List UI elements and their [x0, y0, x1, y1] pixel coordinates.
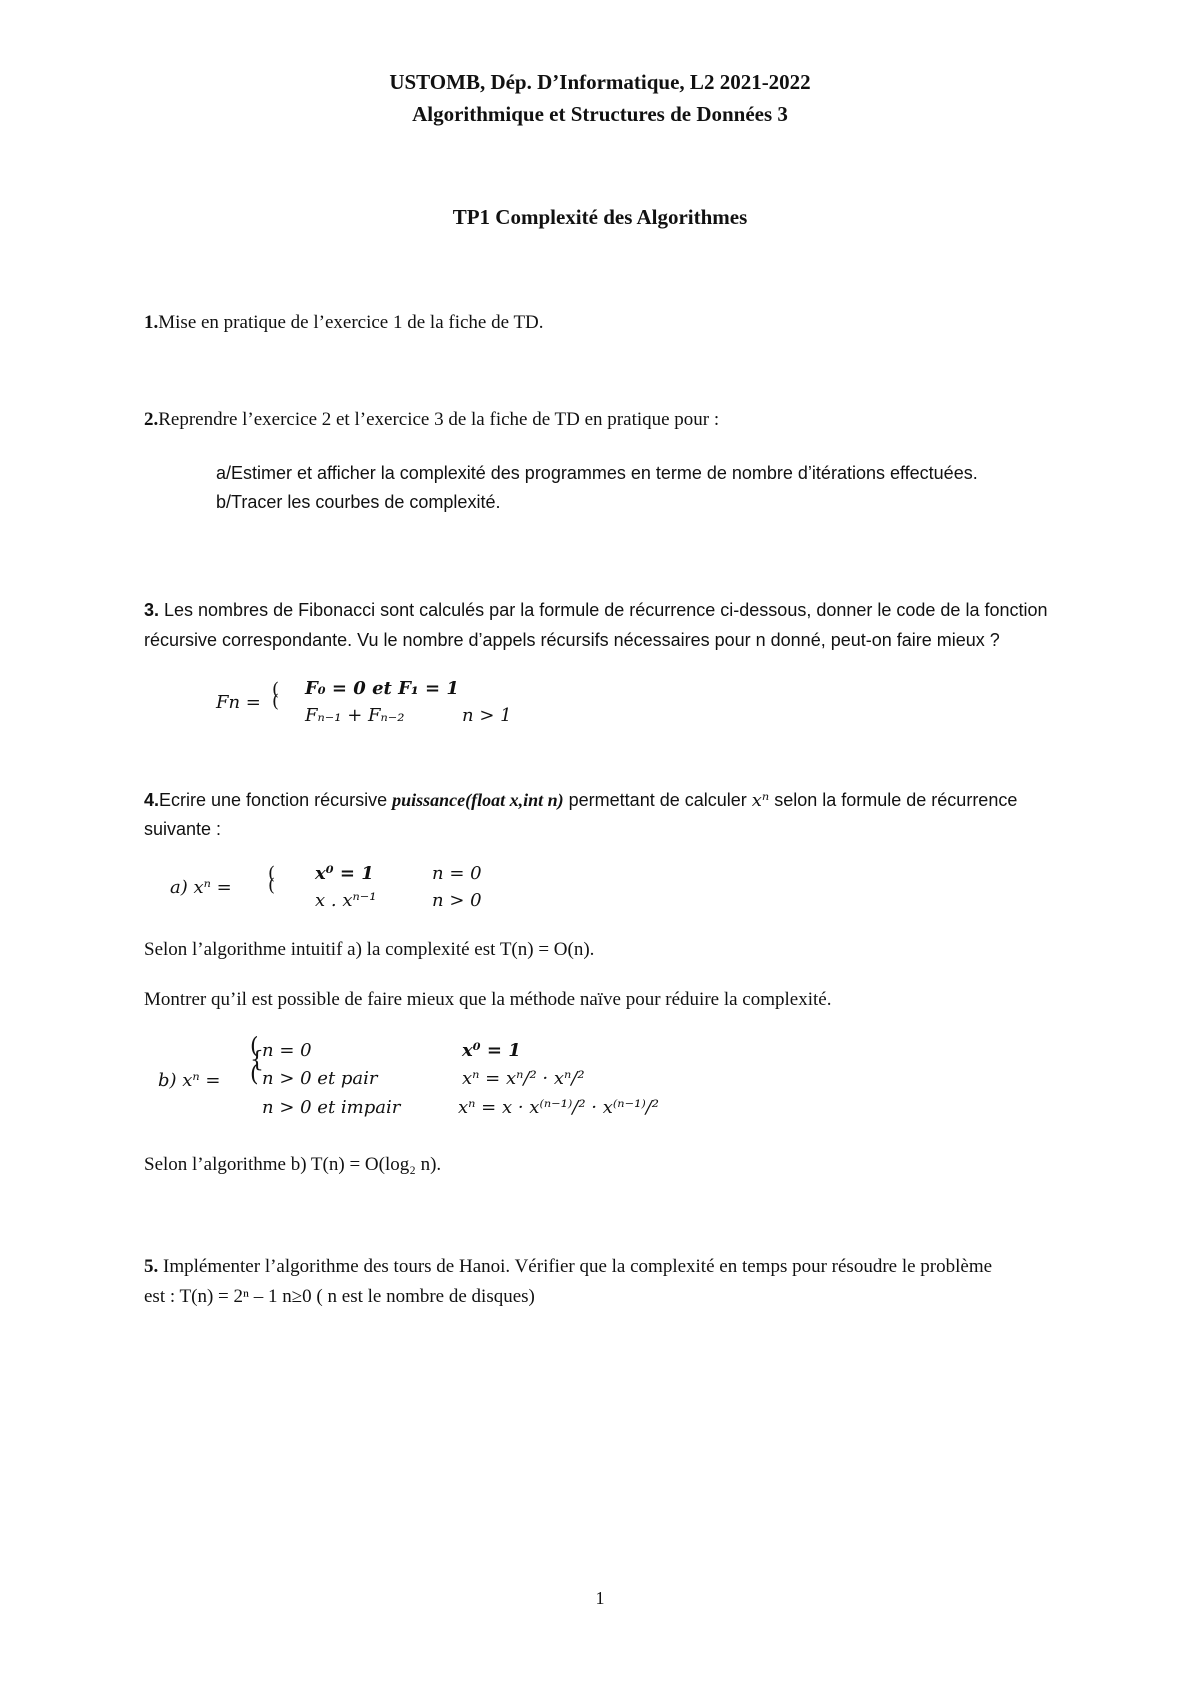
- fibonacci-cond-2: n > 1: [462, 705, 512, 726]
- header-line-1: USTOMB, Dép. D’Informatique, L2 2021-2022: [389, 70, 811, 94]
- exercise-3-number: 3.: [144, 600, 160, 620]
- exercise-4-text-after: selon la formule de récurrence: [769, 790, 1018, 810]
- exercise-1-number: 1.: [144, 312, 159, 333]
- exercise-4-line-2: suivante :: [144, 819, 222, 839]
- exercise-4-text-mid: permettant de calculer: [563, 790, 752, 810]
- formula-a-case-2: x . xⁿ⁻¹: [315, 890, 377, 911]
- exercise-1: [144, 308, 544, 338]
- exercise-2-item-a: a/Estimer et afficher la complexité des programmes en terme de nombre d’itérations effectuées.: [216, 463, 978, 483]
- page-number: 1: [595, 1588, 605, 1608]
- formula-b-cond-1: n = 0: [262, 1040, 312, 1061]
- function-signature: puissance(float x,int n): [392, 790, 564, 810]
- exercise-3-text: Les nombres de Fibonacci sont calculés par la formule de récurrence ci-dessous, donner le code de la fonction: [159, 600, 1048, 620]
- formula-b-cond-2: n > 0 et pair: [262, 1068, 378, 1089]
- exercise-2: [144, 405, 719, 435]
- formula-a-cond-1: n = 0: [432, 863, 482, 884]
- selon-a: Selon l’algorithme intuitif a) la complexité est T(n) = O(n).: [144, 939, 595, 960]
- exercise-5-number: 5.: [144, 1256, 159, 1277]
- fibonacci-case-1: F₀ = 0 et F₁ = 1: [305, 678, 459, 699]
- formula-b-value-2: xⁿ = xⁿ/² · xⁿ/²: [462, 1068, 585, 1089]
- selon-b: Selon l’algorithme b) T(n) = O(log₂ n).: [144, 1154, 442, 1175]
- exercise-2-item-b: b/Tracer les courbes de complexité.: [216, 492, 501, 512]
- exercise-2-number: 2.: [144, 409, 159, 430]
- formula-a-lhs: a) xⁿ =: [170, 877, 232, 898]
- montrer: Montrer qu’il est possible de faire mieux que la méthode naïve pour réduire la complexité.: [144, 989, 832, 1010]
- formula-b-cond-3: n > 0 et impair: [262, 1097, 401, 1118]
- exercise-5-text: Implémenter l’algorithme des tours de Hanoi. Vérifier que la complexité en temps pour résoudre le problème: [158, 1256, 993, 1277]
- fibonacci-lhs: Fn =: [216, 692, 261, 713]
- exercise-5-line-1: [144, 1252, 992, 1282]
- exercise-3-line-2: récursive correspondante. Vu le nombre d’appels récursifs nécessaires pour n donné, peut-on faire mieux ?: [144, 630, 1000, 650]
- exercise-5-line-2: est : T(n) = 2ⁿ – 1 n≥0 ( n est le nombre de disques): [144, 1286, 535, 1307]
- fibonacci-brace: ( (: [272, 679, 280, 712]
- x-power-n: xⁿ: [751, 790, 770, 811]
- header-line-2: Algorithmique et Structures de Données 3: [412, 102, 788, 126]
- exercise-4-line-1: [144, 785, 1017, 816]
- document-title: TP1 Complexité des Algorithmes: [452, 205, 748, 229]
- exercise-4-text-before: Ecrire une fonction récursive: [159, 790, 393, 810]
- formula-a-brace: ( (: [268, 863, 276, 896]
- formula-b-value-3: xⁿ = x · x⁽ⁿ⁻¹⁾/² · x⁽ⁿ⁻¹⁾/²: [458, 1097, 660, 1118]
- formula-b-lhs: b) xⁿ =: [158, 1070, 221, 1091]
- fibonacci-case-2: Fₙ₋₁ + Fₙ₋₂: [305, 705, 405, 726]
- exercise-3-line-1: [144, 595, 1048, 625]
- exercise-2-text: Reprendre l’exercice 2 et l’exercice 3 de la fiche de TD en pratique pour :: [158, 409, 720, 430]
- exercise-1-text: Mise en pratique de l’exercice 1 de la fiche de TD.: [158, 312, 544, 333]
- formula-b-brace: ( { (: [250, 1034, 264, 1087]
- formula-a-cond-2: n > 0: [432, 890, 482, 911]
- formula-a-case-1: x⁰ = 1: [315, 863, 374, 884]
- exercise-4-number: 4.: [144, 790, 160, 810]
- formula-b-value-1: x⁰ = 1: [462, 1040, 521, 1061]
